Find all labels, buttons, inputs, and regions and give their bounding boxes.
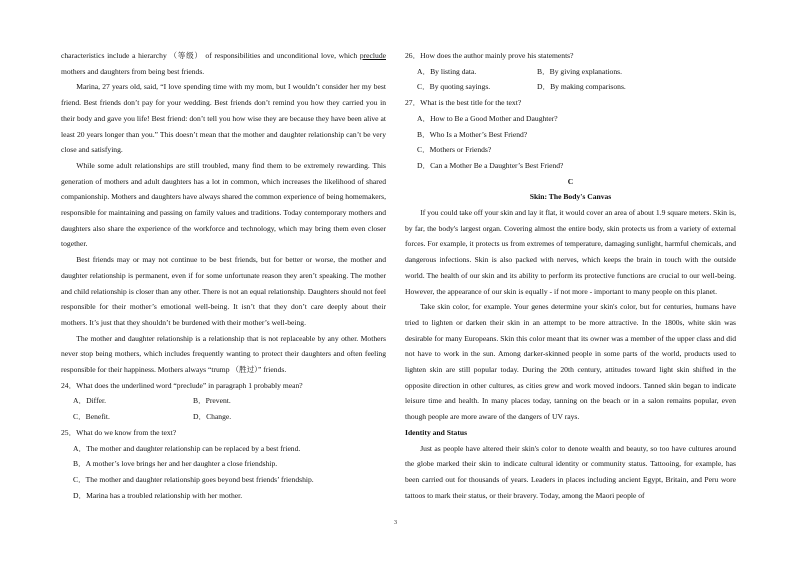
option-b: B．By giving explanations. — [537, 66, 623, 76]
passage-b-paragraph-5: The mother and daughter relationship is a relationship that is not replaceable by any other. Mothers never stop being mothers, which includes frequently wanting to protect their daughters and often feeling responsible for their happiness. Mothers always “trump （胜过）” friends. — [61, 333, 386, 375]
option-text: D．Can a Mother Be a Daughter’s Best Friend? — [417, 160, 564, 170]
option-text: A．The mother and daughter relationship can be replaced by a best friend. — [73, 443, 301, 453]
option-text: C．The mother and daughter relationship goes beyond best friends’ friendship. — [73, 474, 314, 484]
option-d — [61, 488, 386, 504]
passage-c-paragraph-3: Just as people have altered their skin's color to denote wealth and beauty, so too have cultures around the globe marked their skin to indicate cultural identity or community status. Tattooing, for example, has been carried out for thousands of years. Leaders in places including ancient Egypt, Britain, and Peru wore tattoos to mark their status, or their bravery. Today, among the Maori people of — [405, 443, 736, 500]
question-24-options — [61, 409, 386, 425]
option-c: C．Benefit. — [73, 412, 110, 422]
paragraph-text: characteristics include a hierarchy （等级） of responsibilities and unconditional love, which — [61, 51, 360, 60]
option-a: A．By listing data. — [417, 66, 477, 76]
page-number: 3 — [394, 520, 397, 526]
option-text: D．Marina has a troubled relationship with her mother. — [73, 490, 243, 500]
left-column — [61, 48, 386, 503]
option-d — [405, 158, 736, 174]
passage-c-paragraph-2: Take skin color, for example. Your genes determine your skin's color, but for centuries, humans have tried to lighten or darken their skin in an attempt to be more attractive. In the 1800s, white skin was desirable for many Europeans. Skin this color meant that its owner was a member of the upper class and did not have to work in the sun. Among darker-skinned people in some parts of the world, products used to lighten skin are still popular today. During the 20th century, attitudes toward light skin shifted in the opposite direction in other cultures, as cities grew and work moved indoors. Tanned skin began to indicate leisure time and health. In many places today, tanning on the beach or in a salon remains popular, even though people are more aware of the dangers of UV rays. — [405, 302, 736, 422]
option-b: B．Prevent. — [193, 396, 231, 406]
passage-c-paragraph-1: If you could take off your skin and lay it flat, it would cover an area of about 1.9 square meters. Skin is, by far, the body's largest organ. Covering almost the entire body, skin protects us from a variety of external forces. For example, it protects us from extremes of temperature, damaging sunlight, harmful chemicals, and dangerous infections. Skin is also packed with nerves, which keeps the brain in touch with the outside world. The health of our skin and its ability to perform its protective functions are crucial to our well-being. However, the appearance of our skin is equally - if not more - important to many people on this planet. — [405, 208, 736, 296]
option-c — [61, 472, 386, 488]
option-b — [61, 456, 386, 472]
paragraph-text: mothers and daughters from being best friends. — [61, 66, 205, 76]
section-letter: C — [567, 176, 574, 186]
passage-b-paragraph-1 — [61, 48, 386, 79]
question-26-options — [405, 64, 736, 80]
option-d: D．By making comparisons. — [537, 82, 626, 92]
passage-b-paragraph-3: While some adult relationships are still troubled, many find them to be extremely rewarding. This generation of mothers and adult daughters has a lot in common, which increases the likelihood of shared companionship. Mothers and daughters have always shared the common experience of being homemakers, responsible for maintaining and passing on family values and traditions. Today contemporary mothers and daughters also share the experience of the workforce and technology, which may bring them even closer together. — [61, 160, 386, 249]
question-26-options — [405, 79, 736, 95]
option-a — [61, 441, 386, 457]
option-c — [405, 142, 736, 158]
question-25: 25．What do we know from the text? — [61, 427, 177, 437]
passage-b-paragraph-4: Best friends may or may not continue to be best friends, but for better or worse, the mother and daughter relationship is permanent, even if for some unfortunate reason they aren’t speaking. The mother and child relationship is closer than any other. There is not an equal relationship. Daughters should not feel responsible for their mother’s emotional well-being. It isn’t that they don’t care deeply about their mothers. It’s just that they shouldn’t be burdened with their mother’s well-being. — [61, 255, 386, 327]
option-text: A．How to Be a Good Mother and Daughter? — [417, 113, 558, 123]
option-text: B．A mother’s love brings her and her daughter a close friendship. — [73, 459, 278, 469]
question-24: 24．What does the underlined word “preclude” in paragraph 1 probably mean? — [61, 380, 303, 390]
option-c: C．By quoting sayings. — [417, 82, 491, 92]
option-d: D．Change. — [193, 412, 232, 422]
underlined-word: preclude — [359, 51, 386, 60]
option-a: A．Differ. — [73, 396, 106, 406]
option-text: B．Who Is a Mother’s Best Friend? — [417, 129, 528, 139]
question-26: 26．How does the author mainly prove his statements? — [405, 51, 574, 60]
option-a — [405, 111, 736, 127]
option-text: C．Mothers or Friends? — [417, 145, 492, 155]
question-27: 27．What is the best title for the text? — [405, 98, 522, 108]
passage-b-paragraph-2: Marina, 27 years old, said, “I love spending time with my mom, but I wouldn’t consider her my best friend. Best friends don’t pay for your wedding. Best friends don’t remind you how they carried you in their body and gave you life! Best friend: don’t tell you how wise they are because they have been alive at least 20 years longer than you.” This doesn’t mean that the mother and daughter relationship can’t be very close and satisfying. — [61, 82, 386, 155]
passage-title: Skin: The Body's Canvas — [529, 192, 612, 202]
right-column — [405, 48, 736, 503]
option-b — [405, 127, 736, 143]
section-heading: Identity and Status — [405, 427, 468, 437]
question-24-options — [61, 393, 386, 409]
